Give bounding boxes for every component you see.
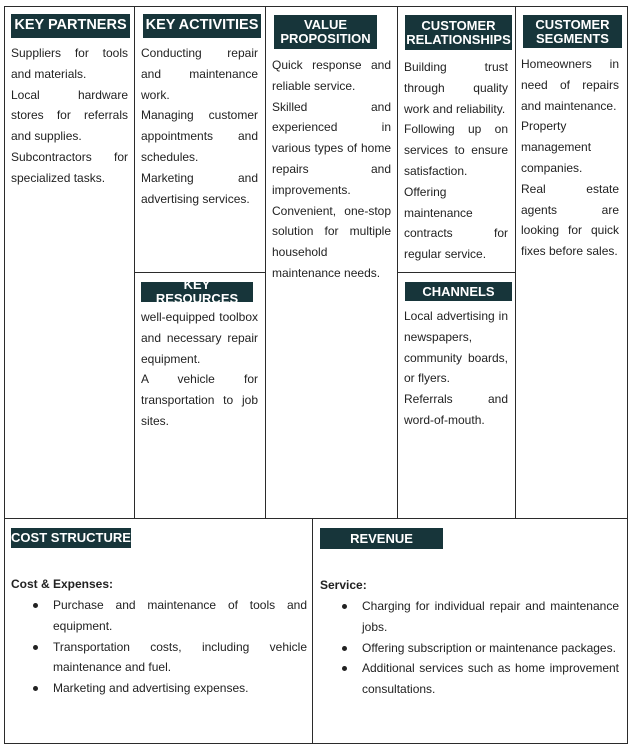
key-partners-content [11, 43, 128, 189]
customer-segments-title-line1: CUSTOMER [535, 16, 610, 32]
customer-segments-item: Real estate agents are looking for quick fixes before sales. [521, 181, 619, 259]
customer-relationships-content [404, 57, 508, 265]
channels-item: Local advertising in newspapers, community boards, or flyers. [404, 309, 508, 386]
divider-relationships-segments [515, 6, 516, 519]
customer-relationships-item: Building trust through quality work and reliability. [404, 60, 508, 116]
revenue-item: Offering subscription or maintenance packages. [320, 638, 619, 659]
key-activities-item: Managing customer appointments and schedules. [141, 108, 258, 164]
divider-value-relationships [397, 6, 398, 519]
divider-top-bottom [4, 518, 628, 519]
customer-segments-item: Property management companies. [521, 119, 592, 175]
key-activities-content [141, 43, 258, 209]
cost-structure-item: Transportation costs, including vehicle maintenance and fuel. [11, 637, 307, 679]
cost-structure-header: COST STRUCTURE [11, 528, 131, 548]
bullet-icon [33, 603, 38, 608]
bullet-icon [342, 646, 347, 651]
customer-segments-content [521, 54, 619, 262]
customer-segments-header [523, 15, 622, 48]
bullet-icon [342, 604, 347, 609]
cost-structure-item: Purchase and maintenance of tools and equipment. [11, 595, 307, 637]
value-proposition-item: Quick response and reliable service. [272, 58, 391, 93]
customer-relationships-header [405, 15, 512, 50]
key-partners-item: Suppliers for tools and materials. [11, 46, 128, 81]
value-proposition-title-line2: PROPOSITION [280, 31, 371, 46]
value-proposition-item: Convenient, one-stop solution for multiple household maintenance needs. [272, 203, 391, 280]
bullet-icon [33, 645, 38, 650]
revenue-item: Charging for individual repair and maintenance jobs. [320, 596, 619, 638]
bullet-icon [33, 686, 38, 691]
value-proposition-item: Skilled and experienced in various types of home repairs and improvements. [272, 99, 391, 197]
cost-structure-item: Marketing and advertising expenses. [11, 678, 307, 699]
customer-relationships-title-line2: RELATIONSHIPS [406, 31, 511, 47]
key-resources-item: well-equipped toolbox and necessary repair equipment. [141, 310, 258, 366]
divider-partners-activities [134, 6, 135, 519]
customer-relationships-title-line1: CUSTOMER [421, 17, 496, 33]
key-partners-item: Local hardware stores for referrals and supplies. [11, 87, 128, 144]
cost-structure-list [11, 595, 307, 699]
divider-relationships-channels [397, 272, 515, 273]
divider-activities-resources [134, 272, 265, 273]
channels-header: CHANNELS [405, 282, 512, 301]
cost-structure-subtitle: Cost & Expenses: [11, 577, 114, 591]
divider-activities-value [265, 6, 266, 519]
key-resources-content [141, 307, 258, 432]
key-resources-item: A vehicle for transportation to job sites. [141, 372, 258, 428]
divider-cost-revenue [312, 518, 313, 744]
key-activities-item: Conducting repair and maintenance work. [141, 46, 258, 102]
revenue-item: Additional services such as home improvement consultations. [320, 658, 619, 700]
key-partners-item: Subcontractors for specialized tasks. [11, 149, 128, 185]
key-activities-item: Marketing and advertising services. [141, 170, 258, 206]
channels-item: Referrals and word-of-mouth. [404, 392, 508, 427]
revenue-list [320, 596, 619, 700]
revenue-header: REVENUE [320, 528, 443, 549]
key-resources-header: KEY RESOURCES [141, 282, 253, 302]
channels-content [404, 306, 508, 431]
customer-segments-title-line2: SEGMENTS [536, 30, 609, 46]
revenue-subtitle: Service: [320, 578, 367, 592]
key-partners-header: KEY PARTNERS [11, 14, 130, 38]
customer-relationships-item: Following up on services to ensure satisfaction. [404, 122, 508, 178]
customer-segments-item: Homeowners in need of repairs and maintenance. [521, 57, 619, 113]
value-proposition-header [274, 15, 377, 49]
bullet-icon [342, 666, 347, 671]
value-proposition-title-line1: VALUE [303, 17, 348, 33]
value-proposition-content [272, 55, 391, 284]
key-activities-header: KEY ACTIVITIES [143, 14, 261, 38]
customer-relationships-item: Offering maintenance contracts for regular service. [404, 184, 508, 262]
